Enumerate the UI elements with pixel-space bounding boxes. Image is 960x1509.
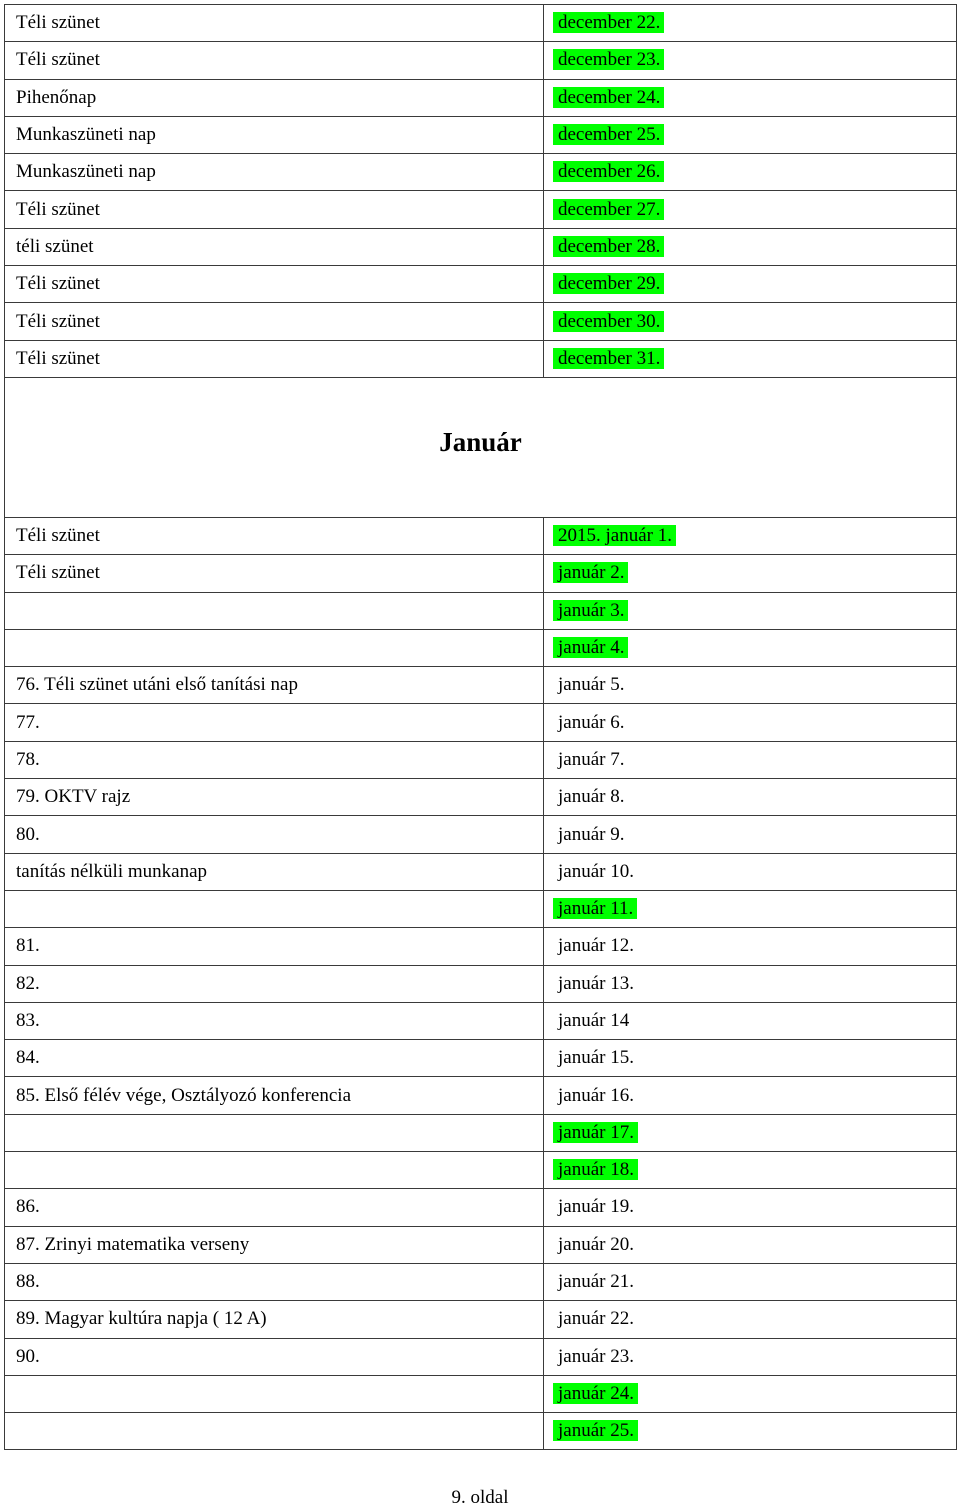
- table-row: [5, 890, 957, 927]
- table-row: [5, 816, 957, 853]
- table-row: [5, 266, 957, 303]
- date-cell: [544, 1152, 957, 1189]
- table-row: [5, 1189, 957, 1226]
- highlighted-date: december 27.: [553, 199, 664, 220]
- date-cell: [544, 555, 957, 592]
- date-text: január 14: [558, 1010, 630, 1031]
- highlighted-date: december 29.: [553, 273, 664, 294]
- event-cell: 84.: [5, 1040, 544, 1077]
- date-cell: [544, 191, 957, 228]
- december-rows: [5, 5, 957, 378]
- table-row: [5, 704, 957, 741]
- month-title: Január: [439, 426, 522, 457]
- date-cell: [544, 1263, 957, 1300]
- event-cell: [5, 1375, 544, 1412]
- table-row: [5, 1077, 957, 1114]
- date-cell: [544, 1413, 957, 1450]
- date-cell: [544, 928, 957, 965]
- highlighted-date: január 3.: [553, 600, 628, 621]
- table-row: [5, 667, 957, 704]
- event-cell: Téli szünet: [5, 266, 544, 303]
- highlighted-date: január 2.: [553, 562, 628, 583]
- january-schedule-table: [4, 517, 957, 1450]
- date-cell: [544, 779, 957, 816]
- date-text: január 6.: [558, 711, 625, 733]
- date-cell: [544, 1226, 957, 1263]
- table-row: [5, 303, 957, 340]
- highlighted-date: 2015. január 1.: [553, 525, 676, 546]
- date-cell: [544, 704, 957, 741]
- event-cell: 81.: [5, 928, 544, 965]
- event-cell: tanítás nélküli munkanap: [5, 853, 544, 890]
- highlighted-date: december 28.: [553, 236, 664, 257]
- date-text: január 21.: [558, 1271, 634, 1293]
- event-cell: 76. Téli szünet utáni első tanítási nap: [5, 667, 544, 704]
- highlighted-date: december 26.: [553, 161, 664, 182]
- date-cell: [544, 816, 957, 853]
- highlighted-date: december 22.: [553, 12, 664, 33]
- event-cell: Téli szünet: [5, 42, 544, 79]
- table-row: [5, 1114, 957, 1151]
- event-cell: 88.: [5, 1263, 544, 1300]
- event-cell: Pihenőnap: [5, 79, 544, 116]
- event-cell: téli szünet: [5, 228, 544, 265]
- date-cell: [544, 667, 957, 704]
- date-text: január 19.: [558, 1196, 634, 1218]
- table-row: [5, 779, 957, 816]
- highlighted-date: december 30.: [553, 311, 664, 332]
- highlighted-date: január 11.: [553, 898, 637, 919]
- event-cell: 80.: [5, 816, 544, 853]
- date-cell: [544, 1375, 957, 1412]
- date-cell: [544, 629, 957, 666]
- page-footer: 9. oldal: [451, 1487, 509, 1508]
- date-text: január 12.: [558, 935, 634, 957]
- date-text: január 9.: [558, 823, 625, 845]
- date-text: január 22.: [558, 1308, 634, 1330]
- highlighted-date: január 25.: [553, 1420, 638, 1441]
- date-cell: [544, 1040, 957, 1077]
- date-text: január 7.: [558, 748, 625, 770]
- highlighted-date: január 17.: [553, 1122, 638, 1143]
- event-cell: [5, 890, 544, 927]
- date-cell: [544, 1338, 957, 1375]
- highlighted-date: január 4.: [553, 637, 628, 658]
- date-cell: [544, 228, 957, 265]
- date-text: január 20.: [558, 1233, 634, 1255]
- date-text: január 23.: [558, 1345, 634, 1367]
- date-text: január 5.: [558, 674, 625, 696]
- table-row: [5, 154, 957, 191]
- table-row: [5, 228, 957, 265]
- event-cell: [5, 1114, 544, 1151]
- month-header: [4, 368, 957, 517]
- table-row: [5, 518, 957, 555]
- event-cell: Munkaszüneti nap: [5, 154, 544, 191]
- event-cell: 85. Első félév vége, Osztályozó konferencia: [5, 1077, 544, 1114]
- date-cell: [544, 266, 957, 303]
- date-cell: [544, 1301, 957, 1338]
- date-cell: [544, 592, 957, 629]
- event-cell: 89. Magyar kultúra napja ( 12 A): [5, 1301, 544, 1338]
- highlighted-date: január 24.: [553, 1383, 638, 1404]
- december-schedule-table: [4, 4, 957, 378]
- table-row: [5, 1002, 957, 1039]
- table-row: [5, 741, 957, 778]
- date-text: január 16.: [558, 1084, 634, 1106]
- event-cell: Téli szünet: [5, 340, 544, 377]
- date-cell: [544, 1114, 957, 1151]
- table-row: [5, 191, 957, 228]
- event-cell: 86.: [5, 1189, 544, 1226]
- table-row: [5, 965, 957, 1002]
- table-row: [5, 629, 957, 666]
- date-cell: [544, 741, 957, 778]
- table-row: [5, 555, 957, 592]
- table-row: [5, 1375, 957, 1412]
- event-cell: Téli szünet: [5, 5, 544, 42]
- event-cell: 78.: [5, 741, 544, 778]
- date-cell: [544, 79, 957, 116]
- date-cell: [544, 890, 957, 927]
- event-cell: [5, 1413, 544, 1450]
- table-row: [5, 79, 957, 116]
- date-cell: [544, 303, 957, 340]
- date-text: január 10.: [558, 860, 634, 882]
- table-row: [5, 928, 957, 965]
- event-cell: Téli szünet: [5, 191, 544, 228]
- event-cell: 87. Zrinyi matematika verseny: [5, 1226, 544, 1263]
- event-cell: 83.: [5, 1002, 544, 1039]
- table-row: [5, 5, 957, 42]
- table-row: [5, 1226, 957, 1263]
- table-row: [5, 1413, 957, 1450]
- date-cell: [544, 116, 957, 153]
- date-cell: [544, 853, 957, 890]
- event-cell: [5, 1152, 544, 1189]
- highlighted-date: december 31.: [553, 348, 664, 369]
- event-cell: Téli szünet: [5, 555, 544, 592]
- table-row: [5, 1263, 957, 1300]
- event-cell: [5, 629, 544, 666]
- event-cell: Téli szünet: [5, 303, 544, 340]
- table-row: [5, 1338, 957, 1375]
- table-row: [5, 1040, 957, 1077]
- highlighted-date: december 23.: [553, 49, 664, 70]
- highlighted-date: december 25.: [553, 124, 664, 145]
- table-row: [5, 592, 957, 629]
- date-text: január 15.: [558, 1047, 634, 1069]
- date-cell: [544, 518, 957, 555]
- event-cell: 82.: [5, 965, 544, 1002]
- date-cell: [544, 42, 957, 79]
- highlighted-date: december 24.: [553, 87, 664, 108]
- date-cell: [544, 5, 957, 42]
- highlighted-date: január 18.: [553, 1159, 638, 1180]
- event-cell: 77.: [5, 704, 544, 741]
- date-text: január 8.: [558, 786, 625, 808]
- date-cell: [544, 1077, 957, 1114]
- table-row: [5, 42, 957, 79]
- date-cell: [544, 1002, 957, 1039]
- date-cell: [544, 1189, 957, 1226]
- table-row: [5, 1301, 957, 1338]
- date-cell: [544, 154, 957, 191]
- event-cell: [5, 592, 544, 629]
- january-rows: [5, 518, 957, 1450]
- table-row: [5, 1152, 957, 1189]
- event-cell: 79. OKTV rajz: [5, 779, 544, 816]
- date-text: január 13.: [558, 972, 634, 994]
- event-cell: 90.: [5, 1338, 544, 1375]
- table-row: [5, 853, 957, 890]
- event-cell: Munkaszüneti nap: [5, 116, 544, 153]
- event-cell: Téli szünet: [5, 518, 544, 555]
- date-cell: [544, 965, 957, 1002]
- table-row: [5, 116, 957, 153]
